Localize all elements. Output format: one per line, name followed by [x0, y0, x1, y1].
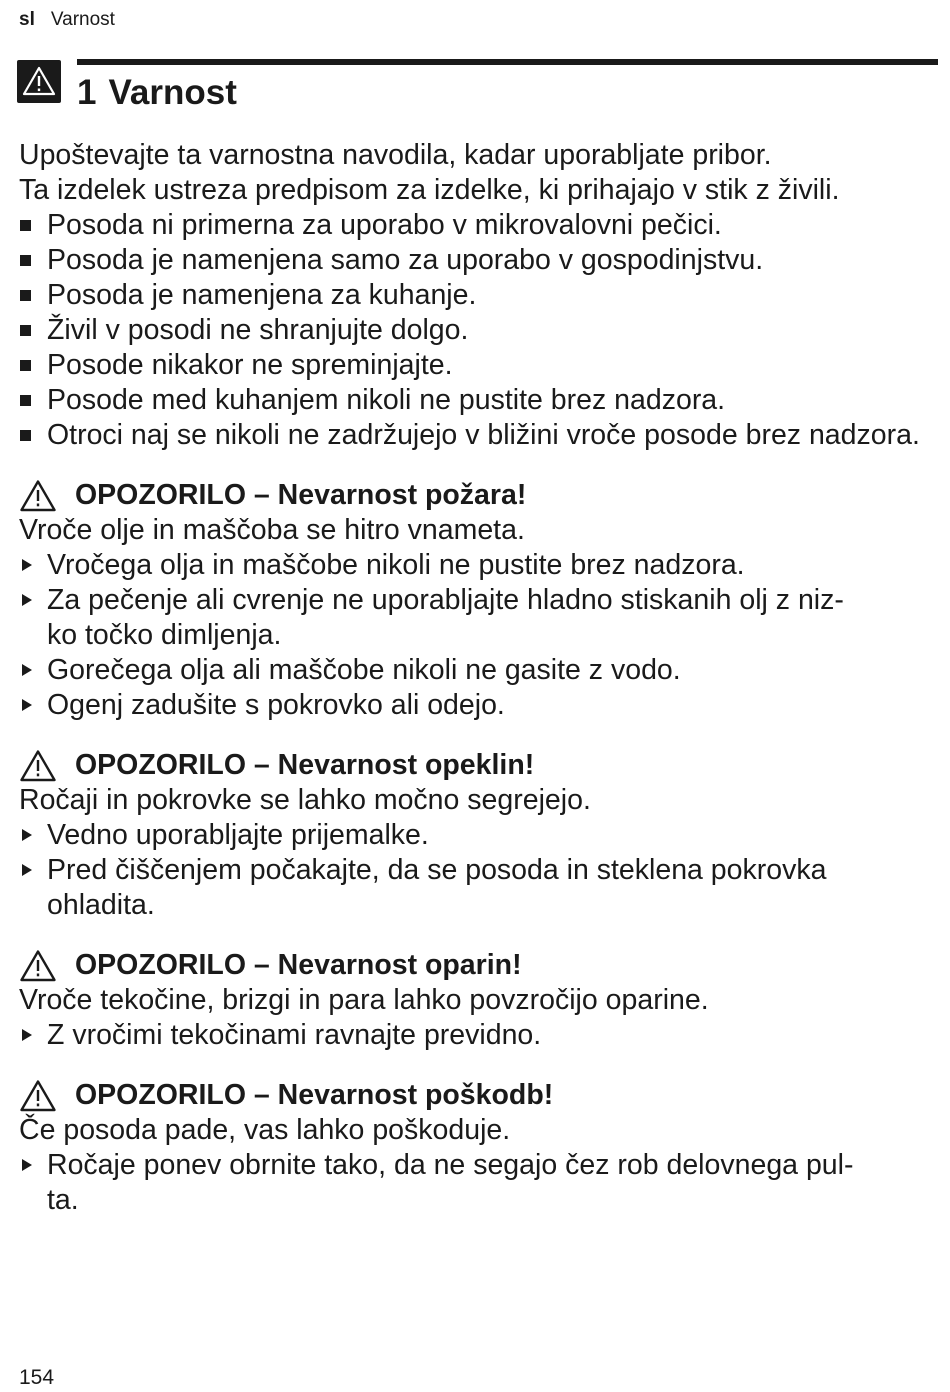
warning-text: Vroče olje in maščoba se hitro vnameta.	[19, 514, 525, 546]
section-title	[77, 73, 237, 113]
list-item: Z vročimi tekočinami ravnajte previdno.	[19, 1018, 939, 1053]
list-item: Ročaje ponev obrnite tako, da ne segajo čez rob delovnega pul- ta.	[19, 1148, 939, 1218]
warning-steps	[19, 1018, 939, 1053]
warning-title	[19, 478, 939, 513]
section-number: 1	[77, 73, 97, 112]
warning-title-text: OPOZORILO – Nevarnost oparin!	[75, 949, 522, 981]
warning-steps	[19, 1148, 939, 1218]
warning-title	[19, 948, 939, 983]
title-rule	[77, 59, 938, 65]
warning-fire	[19, 478, 939, 723]
warning-box-icon	[17, 60, 61, 103]
warning-triangle-icon	[19, 749, 57, 782]
language-code: sl	[19, 9, 35, 30]
list-item: Posode med kuhanjem nikoli ne pustite brez nadzora.	[19, 383, 939, 418]
content	[19, 138, 939, 1218]
list-item: Pred čiščenjem počakajte, da se posoda in steklena pokrovka ohladita.	[19, 853, 939, 923]
warning-injury	[19, 1078, 939, 1218]
page-header	[19, 9, 115, 31]
list-item: Posoda ni primerna za uporabo v mikrovalovni pečici.	[19, 208, 939, 243]
list-item: Za pečenje ali cvrenje ne uporabljajte hladno stiskanih olj z niz- ko točko dimljenja.	[19, 583, 939, 653]
list-item: Otroci naj se nikoli ne zadržujejo v bližini vroče posode brez nadzora.	[19, 418, 939, 453]
warning-title	[19, 748, 939, 783]
list-item: Vročega olja in maščobe nikoli ne pustite brez nadzora.	[19, 548, 939, 583]
section-name: Varnost	[50, 9, 115, 30]
warning-title-text: OPOZORILO – Nevarnost opeklin!	[75, 749, 535, 781]
list-item: Vedno uporabljajte prijemalke.	[19, 818, 939, 853]
page-number: 154	[19, 1366, 55, 1389]
warning-title-text: OPOZORILO – Nevarnost poškodb!	[75, 1079, 554, 1111]
warning-scalds	[19, 948, 939, 1053]
intro-line: Upoštevajte ta varnostna navodila, kadar uporabljate pribor.	[19, 139, 772, 171]
warning-steps	[19, 548, 939, 723]
warning-burns	[19, 748, 939, 923]
list-item: Posoda je namenjena za kuhanje.	[19, 278, 939, 313]
list-item: Posoda je namenjena samo za uporabo v gospodinjstvu.	[19, 243, 939, 278]
warning-triangle-icon	[19, 949, 57, 982]
warning-triangle-icon	[19, 1079, 57, 1112]
list-item: Ogenj zadušite s pokrovko ali odejo.	[19, 688, 939, 723]
list-item: Gorečega olja ali maščobe nikoli ne gasite z vodo.	[19, 653, 939, 688]
safety-list	[19, 208, 939, 453]
warning-title	[19, 1078, 939, 1113]
warning-triangle-icon	[19, 479, 57, 512]
list-item: Posode nikakor ne spreminjajte.	[19, 348, 939, 383]
section-title-text: Varnost	[108, 73, 237, 112]
intro-line: Ta izdelek ustreza predpisom za izdelke, ki prihajajo v stik z živili.	[19, 174, 840, 206]
warning-steps	[19, 818, 939, 923]
warning-text: Ročaji in pokrovke se lahko močno segrejejo.	[19, 784, 591, 816]
list-item: Živil v posodi ne shranjujte dolgo.	[19, 313, 939, 348]
warning-title-text: OPOZORILO – Nevarnost požara!	[75, 479, 527, 511]
warning-text: Če posoda pade, vas lahko poškoduje.	[19, 1114, 511, 1146]
warning-text: Vroče tekočine, brizgi in para lahko povzročijo oparine.	[19, 984, 709, 1016]
